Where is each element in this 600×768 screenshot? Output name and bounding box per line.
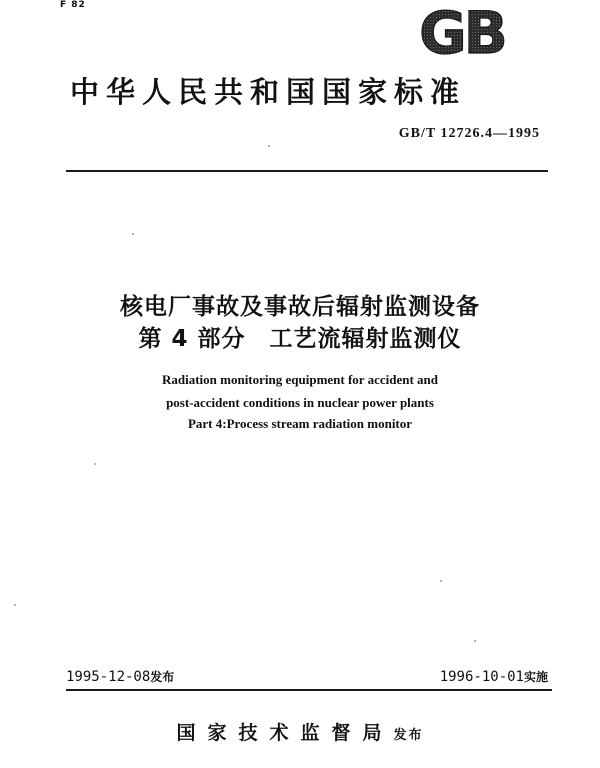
chinese-title-line-1: 核电厂事故及事故后辐射监测设备 — [120, 294, 480, 320]
issue-date-value: 1995-12-08 — [66, 669, 151, 685]
scan-speck — [268, 145, 270, 147]
english-title-line-3: Part 4:Process stream radiation monitor — [187, 416, 413, 431]
issue-date — [66, 668, 174, 685]
classification-code: F 82 — [60, 0, 86, 10]
scan-speck — [474, 640, 476, 642]
issue-date-label: 发布 — [150, 670, 175, 684]
english-title-line-2: post-accident conditions in nuclear power plants — [166, 395, 434, 410]
standard-number: GB/T 12726.4—1995 — [398, 126, 540, 141]
top-divider — [66, 170, 548, 172]
implementation-date-value: 1996-10-01 — [439, 669, 524, 685]
publisher-suffix: 发布 — [393, 728, 424, 743]
implementation-date-label: 实施 — [523, 670, 548, 684]
gb-logo — [405, 4, 519, 60]
chinese-title-line-2: 第 4 部分 工艺流辐射监测仪 — [138, 326, 462, 352]
scan-speck — [440, 580, 442, 582]
standard-title: 中华人民共和国国家标准 — [70, 75, 467, 109]
scan-speck — [94, 463, 96, 465]
english-title-line-1: Radiation monitoring equipment for accident and — [161, 372, 439, 387]
implementation-date — [440, 668, 548, 685]
publisher — [0, 718, 600, 745]
publisher-name: 国家技术监督局 — [176, 722, 394, 744]
bottom-divider — [66, 689, 552, 691]
scan-speck — [14, 604, 16, 606]
gb-logo-text: GB — [419, 4, 505, 60]
scan-speck — [132, 233, 134, 235]
